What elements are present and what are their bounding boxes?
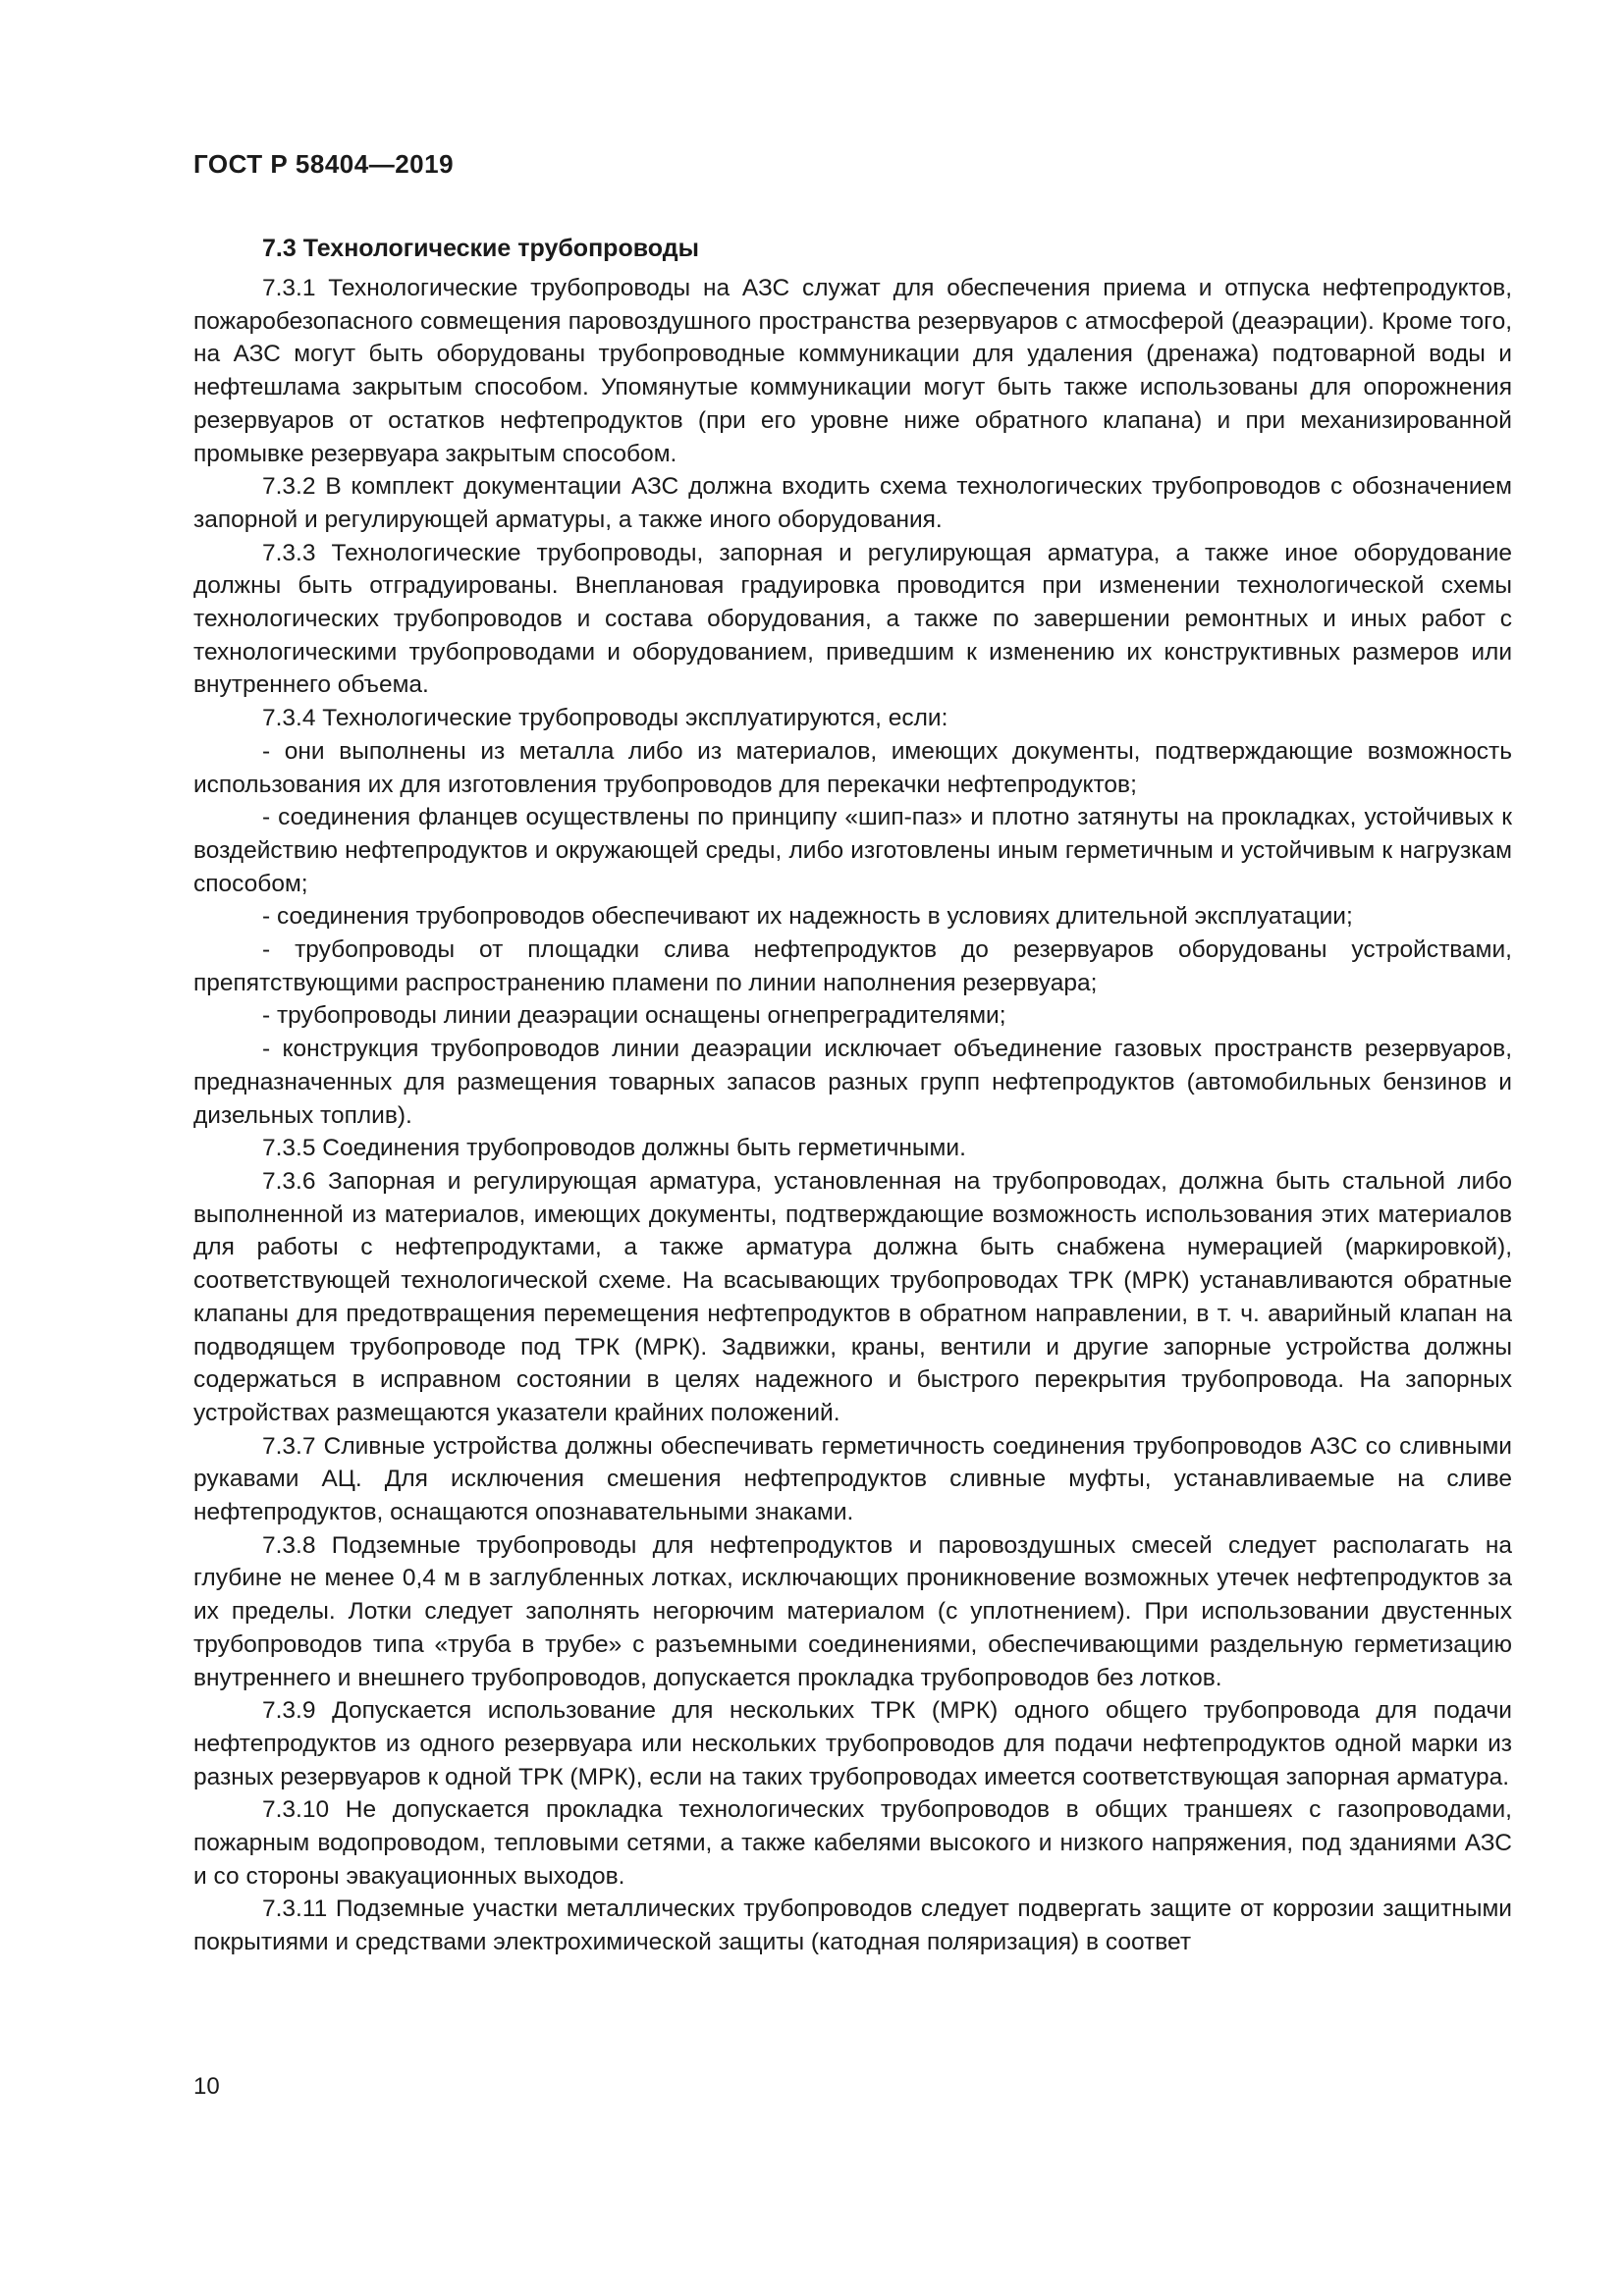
paragraph-7-3-2: 7.3.2 В комплект документации АЗС должна входить схема технологических трубопроводов с обозначением запорной и регулирующей арматуры, а также иного оборудования. bbox=[193, 473, 1512, 533]
list-item: - они выполнены из металла либо из материалов, имеющих документы, подтверждающие возможность использования их для изготовления трубопроводов для перекачки нефтепродуктов; bbox=[193, 737, 1512, 798]
paragraph-7-3-4: 7.3.4 Технологические трубопроводы эксплуатируются, если: bbox=[262, 705, 948, 732]
standard-number-header: ГОСТ Р 58404—2019 bbox=[193, 149, 455, 179]
list-item: - трубопроводы от площадки слива нефтепродуктов до резервуаров оборудованы устройствами, препятствующими распространению пламени по линии наполнения резервуара; bbox=[193, 936, 1512, 996]
list-item: - конструкция трубопроводов линии деаэрации исключает объединение газовых пространств резервуаров, предназначенных для размещения товарных запасов разных групп нефтепродуктов (автомобильных бензинов и дизельных топлив). bbox=[193, 1036, 1512, 1129]
list-item: - соединения фланцев осуществлены по принципу «шип-паз» и плотно затянуты на прокладках, устойчивых к воздействию нефтепродуктов и окружающей среды, либо изготовлены иным герметичным и устойчивым к нагрузкам способом; bbox=[193, 804, 1512, 897]
section-title: 7.3 Технологические трубопроводы bbox=[262, 235, 699, 262]
list-item: - трубопроводы линии деаэрации оснащены огнепреградителями; bbox=[262, 1002, 1006, 1030]
paragraph-7-3-8: 7.3.8 Подземные трубопроводы для нефтепродуктов и паровоздушных смесей следует располагать на глубине не менее 0,4 м в заглубленных лотках, исключающих проникновение возможных утечек нефтепродуктов за их пределы. Лотки следует заполнять негорючим материалом (с уплотнением). При использовании двустенных трубопроводов типа «труба в трубе» с разъемными соединениями, обеспечивающими раздельную герметизацию внутреннего и внешнего трубопроводов, допускается прокладка трубопроводов без лотков. bbox=[193, 1531, 1512, 1691]
paragraph-7-3-1: 7.3.1 Технологические трубопроводы на АЗС служат для обеспечения приема и отпуска нефтепродуктов, пожаробезопасного совмещения паровоздушного пространства резервуаров с атмосферой (деаэрации). Кроме того, на АЗС могут быть оборудованы трубопроводные коммуникации для удаления (дренажа) подтоварной воды и нефтешлама закрытым способом. Упомянутые коммуникации могут быть также использованы для опорожнения резервуаров от остатков нефтепродуктов (при его уровне ниже обратного клапана) и при механизированной промывке резервуара закрытым способом. bbox=[193, 275, 1512, 467]
page-number: 10 bbox=[193, 2073, 220, 2100]
paragraph-7-3-11: 7.3.11 Подземные участки металлических трубопроводов следует подвергать защите от коррозии защитными покрытиями и средствами электрохимической защиты (катодная поляризация) в соответ bbox=[193, 1896, 1512, 1956]
paragraph-7-3-6: 7.3.6 Запорная и регулирующая арматура, установленная на трубопроводах, должна быть стальной либо выполненной из материалов, имеющих документы, подтверждающие возможность использования этих материалов для работы с нефтепродуктами, а также арматура должна быть снабжена нумерацией (маркировкой), соответствующей технологической схеме. На всасывающих трубопроводах ТРК (МРК) устанавливаются обратные клапаны для предотвращения перемещения нефтепродуктов в обратном направлении, в т. ч. аварийный клапан на подводящем трубопроводе под ТРК (МРК). Задвижки, краны, вентили и другие запорные устройства должны содержаться в исправном состоянии в целях надежного и быстрого перекрытия трубопровода. На запорных устройствах размещаются указатели крайних положений. bbox=[193, 1167, 1512, 1426]
paragraph-7-3-5: 7.3.5 Соединения трубопроводов должны быть герметичными. bbox=[262, 1135, 966, 1162]
paragraph-7-3-3: 7.3.3 Технологические трубопроводы, запорная и регулирующая арматура, а также иное оборудование должны быть отградуированы. Внеплановая градуировка проводится при изменении технологической схемы технологических трубопроводов и состава оборудования, а также по завершении ремонтных и иных работ с технологическими трубопроводами и оборудованием, приведшим к изменению их конструктивных размеров или внутреннего объема. bbox=[193, 539, 1512, 699]
list-item: - соединения трубопроводов обеспечивают их надежность в условиях длительной эксплуатации; bbox=[262, 903, 1353, 931]
document-body bbox=[193, 232, 1512, 1959]
paragraph-7-3-9: 7.3.9 Допускается использование для нескольких ТРК (МРК) одного общего трубопровода для подачи нефтепродуктов из одного резервуара или нескольких трубопроводов для подачи нефтепродуктов одной марки из разных резервуаров к одной ТРК (МРК), если на таких трубопроводах имеется соответствующая запорная арматура. bbox=[193, 1697, 1512, 1790]
paragraph-7-3-10: 7.3.10 Не допускается прокладка технологических трубопроводов в общих траншеях с газопроводами, пожарным водопроводом, тепловыми сетями, а также кабелями высокого и низкого напряжения, под зданиями АЗС и со стороны эвакуационных выходов. bbox=[193, 1796, 1512, 1890]
paragraph-7-3-7: 7.3.7 Сливные устройства должны обеспечивать герметичность соединения трубопроводов АЗС со сливными рукавами АЦ. Для исключения смешения нефтепродуктов сливные муфты, устанавливаемые на сливе нефтепродуктов, оснащаются опознавательными знаками. bbox=[193, 1432, 1512, 1526]
